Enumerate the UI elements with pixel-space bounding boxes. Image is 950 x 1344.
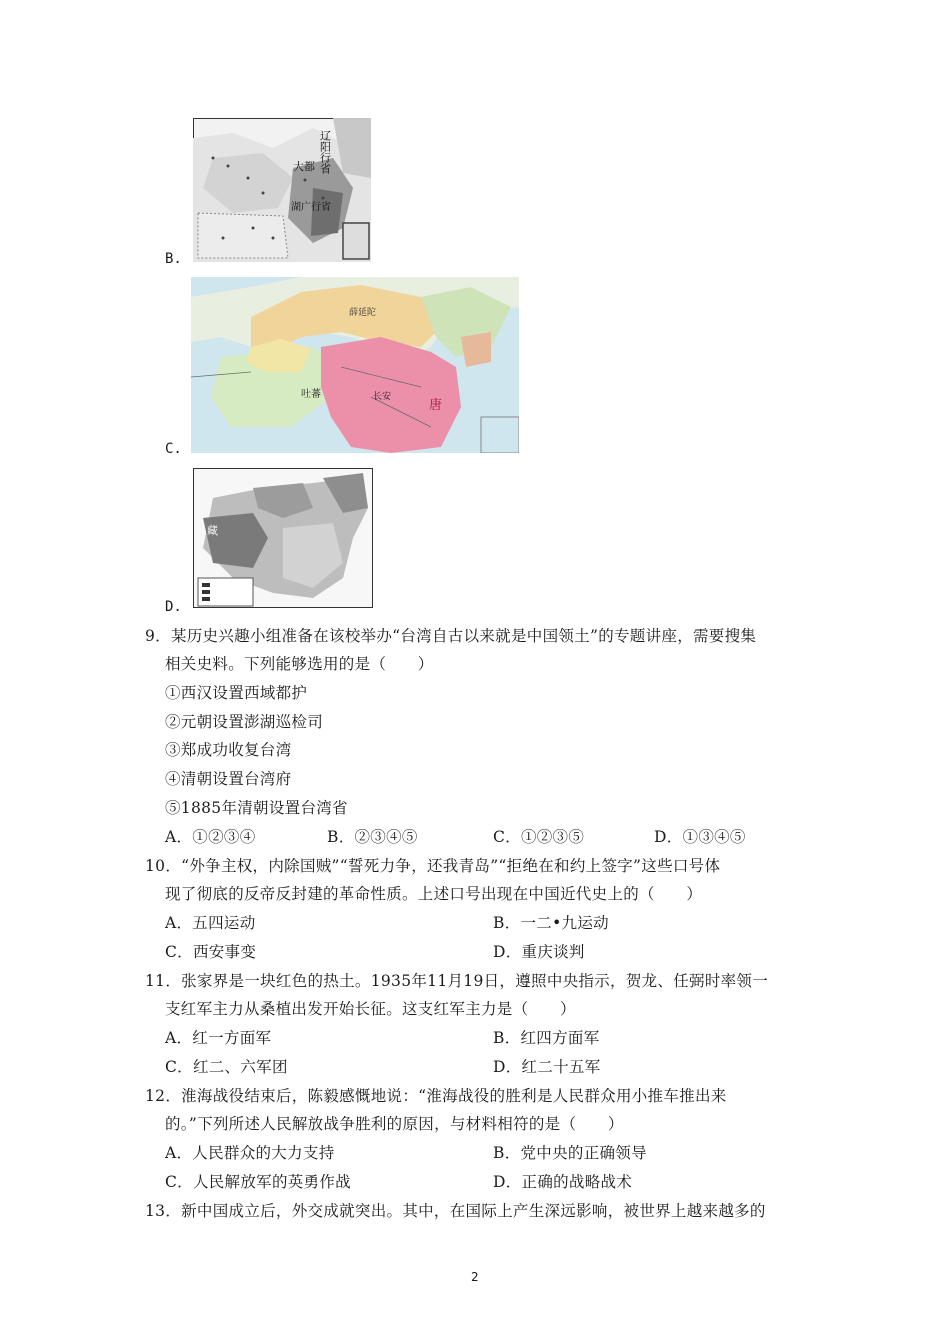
q9-option-b[interactable]: B．②③④⑤ [327, 828, 418, 846]
q11-option-d[interactable]: D．红二十五军 [493, 1058, 601, 1076]
map-tang-dynasty [191, 277, 519, 453]
q10-stem-line1: 10．“外争主权，内除国贼”“誓死力争，还我青岛”“拒绝在和约上签字”这些口号体 [145, 857, 721, 875]
q12-stem-line2: 的。”下列所述人民解放战争胜利的原因，与材料相符的是（ ） [165, 1115, 624, 1133]
q12-stem-line1: 12．淮海战役结束后，陈毅感慨地说：“淮海战役的胜利是人民群众用小推车推出来 [145, 1087, 727, 1105]
map-c-label-tang: 唐 [429, 398, 443, 413]
map-qing-dynasty [193, 468, 373, 608]
q11-option-b[interactable]: B．红四方面军 [493, 1029, 600, 1047]
map-b-label-liaoyang: 辽阳行省 [318, 130, 332, 174]
q12-option-c[interactable]: C．人民解放军的英勇作战 [165, 1173, 351, 1191]
q9-option-c[interactable]: C．①②③⑤ [493, 828, 585, 846]
q10-option-b[interactable]: B．一二•九运动 [493, 914, 609, 932]
map-d-label-zang: 藏 [207, 524, 218, 537]
q11-option-a[interactable]: A．红一方面军 [165, 1029, 272, 1047]
q9-item-2: ②元朝设置澎湖巡检司 [165, 713, 324, 731]
option-d-label: D. [165, 599, 182, 615]
q9-item-1: ①西汉设置西域都护 [165, 684, 308, 702]
q9-stem-line1: 9．某历史兴趣小组准备在该校举办“台湾自古以来就是中国领土”的专题讲座，需要搜集 [145, 627, 757, 645]
map-c-label-xueyantuo: 薛延陀 [349, 308, 377, 318]
q10-option-d[interactable]: D．重庆谈判 [493, 943, 585, 961]
q9-item-3: ③郑成功收复台湾 [165, 741, 292, 759]
q12-option-a[interactable]: A．人民群众的大力支持 [165, 1144, 335, 1162]
map-c-label-changan: 长安 [373, 392, 392, 402]
q9-option-d[interactable]: D．①③④⑤ [654, 828, 746, 846]
option-c-label: C. [165, 441, 182, 457]
q10-stem-line2: 现了彻底的反帝反封建的革命性质。上述口号出现在中国近代史上的（ ） [165, 885, 703, 903]
q9-item-4: ④清朝设置台湾府 [165, 770, 292, 788]
option-b-label: B. [165, 251, 182, 267]
q10-option-a[interactable]: A．五四运动 [165, 914, 256, 932]
map-c-label-tubo: 吐蕃 [301, 389, 321, 400]
q11-stem-line1: 11．张家界是一块红色的热土。1935年11月19日，遵照中央指示，贺龙、任弼时率领一 [145, 972, 769, 990]
q9-item-5: ⑤1885年清朝设置台湾省 [165, 799, 348, 817]
q11-option-c[interactable]: C．红二、六军团 [165, 1058, 288, 1076]
q9-stem-line2: 相关史料。下列能够选用的是（ ） [165, 655, 434, 673]
q10-option-c[interactable]: C．西安事变 [165, 943, 257, 961]
q13-stem-line1: 13．新中国成立后，外交成就突出。其中，在国际上产生深远影响，被世界上越来越多的 [145, 1202, 766, 1220]
map-b-label-huguang: 湖广行省 [291, 202, 331, 213]
q12-option-d[interactable]: D．正确的战略战术 [493, 1173, 633, 1191]
page-number: 2 [471, 1270, 479, 1284]
q11-stem-line2: 支红军主力从桑植出发开始长征。这支红军主力是（ ） [165, 1000, 576, 1018]
q12-option-b[interactable]: B．党中央的正确领导 [493, 1144, 647, 1162]
map-b-label-dadu: 大都 [293, 160, 315, 173]
map-yuan-dynasty [193, 118, 371, 262]
q9-option-a[interactable]: A．①②③④ [165, 828, 256, 846]
